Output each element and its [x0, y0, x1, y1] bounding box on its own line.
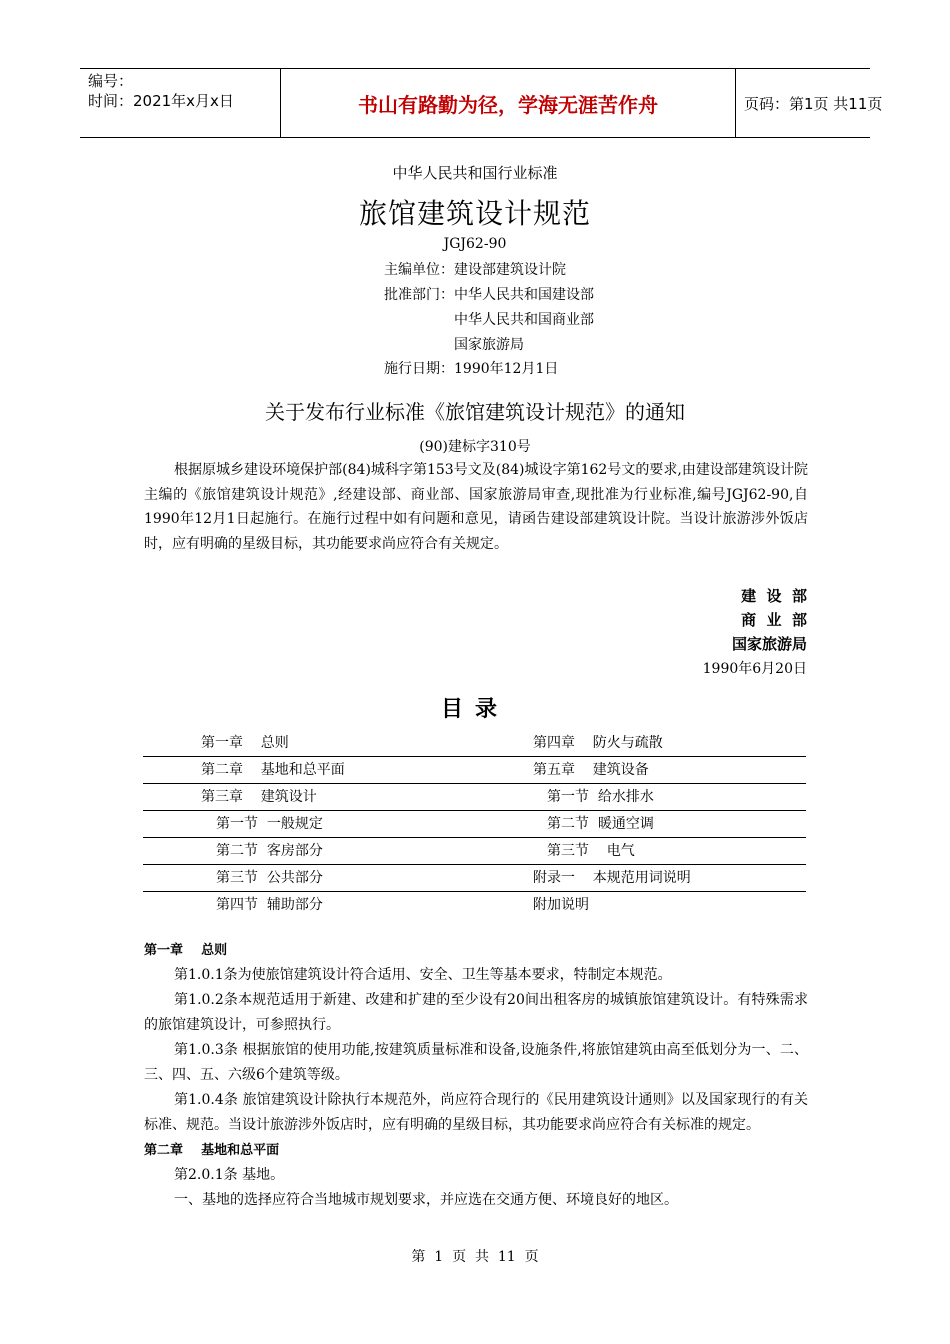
toc-row	[143, 730, 806, 757]
toc-right[interactable]: 附加说明	[533, 897, 589, 913]
approver-3: 国家旅游局	[454, 337, 524, 353]
chapter-1-heading: 第一章 总则	[144, 943, 228, 958]
approver-2: 中华人民共和国商业部	[454, 312, 594, 328]
serial-label: 编号：	[88, 72, 134, 90]
editor-line	[384, 258, 566, 283]
toc-right[interactable]: 第三节 电气	[547, 843, 635, 859]
toc-right[interactable]: 第二节 暖通空调	[547, 816, 654, 832]
toc-right[interactable]: 第五章 建筑设备	[533, 762, 649, 778]
toc-title: 目录	[440, 697, 509, 722]
editor-value: 建设部建筑设计院	[454, 262, 566, 278]
notice-title: 关于发布行业标准《旅馆建筑设计规范》的通知	[265, 400, 685, 424]
page-header	[80, 68, 883, 138]
toc-row	[143, 838, 806, 865]
toc-row	[143, 811, 806, 838]
notice-body: 根据原城乡建设环境保护部(84)城科字第153号文及(84)城设字第162号文的要求,由建设部建筑设计院主编的《旅馆建筑设计规范》,经建设部、商业部、国家旅游局审查,现批准为行业标准,编号JGJ62-90,自1990年12月1日起施行。在施行过程中如有问题和意见，请函告建设部建筑设计院。当设计旅游涉外饭店时，应有明确的星级目标，其功能要求尚应符合有关规定。	[144, 462, 808, 552]
editor-label: 主编单位：	[384, 262, 454, 278]
notice-date: 1990年6月20日	[702, 661, 807, 677]
toc-table	[143, 730, 806, 918]
doc-code: JGJ62-90	[443, 236, 507, 252]
clause-1-0-4: 第1.0.4条 旅馆建筑设计除执行本规范外，尚应符合现行的《民用建筑设计通则》以及国家现行的有关标准、规范。当设计旅游涉外饭店时，应有明确的星级目标，其功能要求尚应符合有关标准的规定。	[144, 1092, 808, 1133]
header-left-cell	[80, 69, 280, 137]
header-motto: 书山有路勤为径，学海无涯苦作舟	[280, 69, 736, 137]
toc-left[interactable]: 第二章 基地和总平面	[201, 762, 345, 778]
clause-1-0-2: 第1.0.2条本规范适用于新建、改建和扩建的至少设有20间出租客房的城镇旅馆建筑设计。有特殊需求的旅馆建筑设计，可参照执行。	[144, 992, 808, 1033]
signer-1: 建 设 部	[741, 587, 807, 605]
notice-number: (90)建标字310号	[419, 439, 531, 455]
toc-right[interactable]: 第四章 防火与疏散	[533, 735, 663, 751]
clause-1-0-1: 第1.0.1条为使旅馆建筑设计符合适用、安全、卫生等基本要求，特制定本规范。	[174, 967, 672, 983]
approver-line	[384, 283, 594, 308]
signer-2: 商 业 部	[741, 611, 807, 629]
chapter-2-heading: 第二章 基地和总平面	[144, 1143, 280, 1158]
toc-left[interactable]: 第四节 辅助部分	[216, 897, 323, 913]
header-page-info: 页码：第1页 共11页	[744, 94, 883, 113]
toc-left[interactable]: 第三章 建筑设计	[201, 789, 317, 805]
toc-right[interactable]: 附录一 本规范用词说明	[533, 870, 691, 886]
clause-2-0-1-item-1: 一、基地的选择应符合当地城市规划要求，并应选在交通方便、环境良好的地区。	[174, 1192, 678, 1208]
effective-line	[384, 357, 558, 382]
toc-row	[143, 865, 806, 892]
signer-3: 国家旅游局	[731, 635, 807, 653]
effective-date: 1990年12月1日	[454, 361, 559, 377]
toc-row	[143, 784, 806, 811]
doc-title: 旅馆建筑设计规范	[358, 197, 591, 230]
toc-right[interactable]: 第一节 给水排水	[547, 789, 654, 805]
signers	[732, 584, 807, 656]
toc-left[interactable]: 第一章 总则	[201, 735, 289, 751]
clause-2-0-1: 第2.0.1条 基地。	[174, 1167, 285, 1183]
standard-type: 中华人民共和国行业标准	[392, 164, 558, 182]
effective-label: 施行日期：	[384, 361, 454, 377]
toc-left[interactable]: 第二节 客房部分	[216, 843, 323, 859]
approver-label: 批准部门：	[384, 287, 454, 303]
time-label: 时间：2021年x月x日	[88, 92, 234, 110]
toc-row	[143, 892, 806, 918]
toc-left[interactable]: 第三节 公共部分	[216, 870, 323, 886]
approver-1: 中华人民共和国建设部	[454, 287, 594, 303]
clause-1-0-3: 第1.0.3条 根据旅馆的使用功能,按建筑质量标准和设备,设施条件,将旅馆建筑由高至低划分为一、二、三、四、五、六级6个建筑等级。	[144, 1042, 808, 1083]
toc-row	[143, 757, 806, 784]
body-content	[144, 938, 808, 1213]
page-footer: 第 1 页 共 11 页	[411, 1249, 539, 1265]
toc-left[interactable]: 第一节 一般规定	[216, 816, 323, 832]
